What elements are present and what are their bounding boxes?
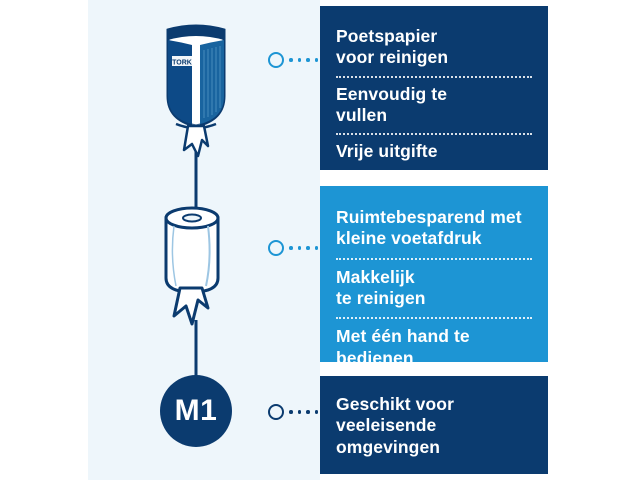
dispenser-icon bbox=[168, 26, 224, 156]
connector-block-3 bbox=[268, 404, 327, 420]
circle-ring-icon bbox=[268, 240, 284, 256]
feature-item: Met één hand te bedienen bbox=[336, 317, 532, 377]
brand-label: TORK bbox=[172, 59, 192, 67]
feature-block-2 bbox=[320, 186, 548, 368]
feature-item: Poetspapier voor reinigen bbox=[336, 26, 449, 68]
feature-item: Ruimtebesparend met kleine voetafdruk bbox=[336, 207, 522, 249]
feature-item: Eenvoudig te vullen bbox=[336, 76, 532, 134]
feature-item: Vrije uitgifte bbox=[336, 133, 532, 169]
circle-ring-icon bbox=[268, 52, 284, 68]
badge-m1-label: M1 bbox=[174, 394, 218, 427]
connector-block-2 bbox=[268, 240, 327, 256]
feature-block-1 bbox=[320, 6, 548, 170]
feature-item: Geschikt voor veeleisende omgevingen bbox=[336, 394, 455, 457]
circle-ring-icon bbox=[268, 404, 284, 420]
connector-block-1 bbox=[268, 52, 327, 68]
feature-blocks bbox=[320, 0, 640, 480]
badge-m1 bbox=[160, 375, 232, 447]
paper-roll-icon bbox=[166, 208, 218, 324]
feature-block-3 bbox=[320, 376, 548, 474]
feature-item: Makkelijk te reinigen bbox=[336, 258, 532, 318]
